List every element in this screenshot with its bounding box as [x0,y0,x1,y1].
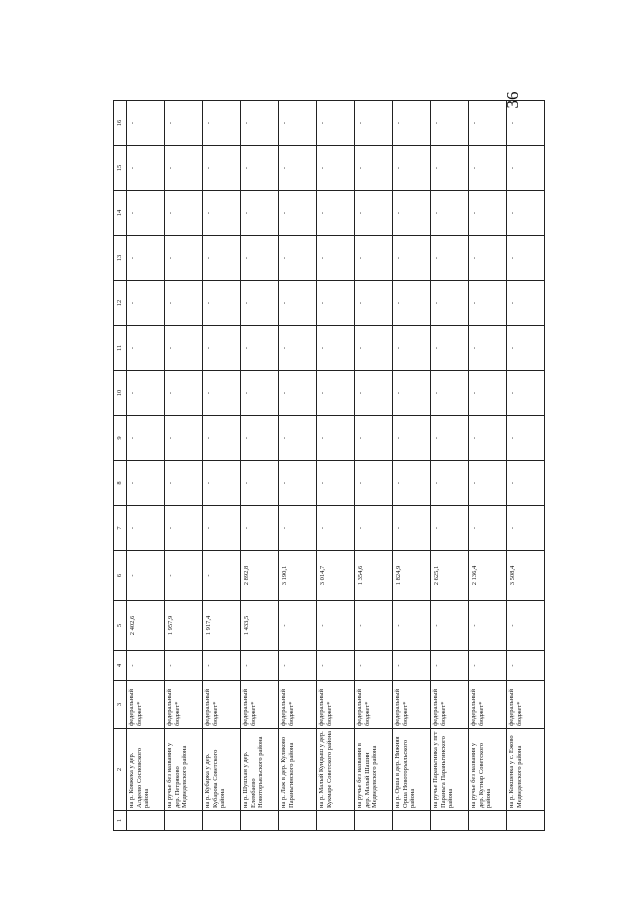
empty-cell [165,811,203,831]
value-cell: - [469,371,507,416]
empty-cell [393,811,431,831]
value-cell: 3 014,7 [317,551,355,601]
value-cell: - [203,506,241,551]
value-cell: - [317,191,355,236]
value-cell: - [241,101,279,146]
value-cell: - [203,551,241,601]
value-cell: - [469,326,507,371]
value-cell: - [127,236,165,281]
value-cell: - [127,101,165,146]
value-cell: - [317,651,355,681]
value-cell: - [507,326,545,371]
value-cell: - [165,416,203,461]
value-cell: - [469,601,507,651]
value-cell: - [241,281,279,326]
value-cell: - [165,326,203,371]
value-cell: - [317,461,355,506]
value-cell: 1 433,5 [241,601,279,651]
value-cell: - [431,416,469,461]
value-cell: - [203,191,241,236]
value-cell: - [355,416,393,461]
value-cell: - [355,326,393,371]
value-cell: - [355,371,393,416]
value-cell: - [241,416,279,461]
value-cell: - [127,146,165,191]
location-cell: на ручье без названия у дер. Петряково Медведевского района [165,729,203,811]
header-cell: 11 [114,326,127,371]
value-cell: - [165,281,203,326]
table-row [127,101,165,831]
value-cell: - [431,326,469,371]
value-cell: - [165,191,203,236]
value-cell: - [431,191,469,236]
value-cell: 1 957,9 [165,601,203,651]
location-cell: на р. Лаж в дер. Куликово Параньгинского района [279,729,317,811]
value-cell: - [469,416,507,461]
value-cell: - [127,191,165,236]
value-cell: - [507,506,545,551]
value-cell: - [355,506,393,551]
header-cell: 15 [114,146,127,191]
value-cell: - [203,371,241,416]
location-cell: на р. Кокшенка у с. Ежово Медведевского района [507,729,545,811]
header-cell: 1 [114,811,127,831]
value-cell: - [165,461,203,506]
value-cell: - [507,416,545,461]
funding-source-cell: федеральный бюджет* [241,681,279,729]
value-cell: - [203,101,241,146]
value-cell: - [317,416,355,461]
value-cell: - [431,461,469,506]
value-cell: - [165,551,203,601]
value-cell: - [165,236,203,281]
value-cell: - [203,416,241,461]
value-cell: - [469,281,507,326]
value-cell: - [279,601,317,651]
value-cell: - [507,281,545,326]
empty-cell [317,811,355,831]
value-cell: - [355,601,393,651]
value-cell: - [507,601,545,651]
value-cell: - [507,651,545,681]
value-cell: - [241,146,279,191]
header-cell: 3 [114,681,127,729]
location-cell: на р. Орша в дер. Нижняя Орша Новоторъяльского района [393,729,431,811]
empty-cell [431,811,469,831]
funding-source-cell: федеральный бюджет* [355,681,393,729]
value-cell: - [507,191,545,236]
value-cell: - [203,236,241,281]
table-row [507,101,545,831]
location-cell: на р. Кубарка у дер. Кубарова Советского района [203,729,241,811]
empty-cell [203,811,241,831]
value-cell: - [241,506,279,551]
header-cell: 8 [114,461,127,506]
funding-source-cell: федеральный бюджет* [279,681,317,729]
funding-source-cell: федеральный бюджет* [317,681,355,729]
data-table [113,100,545,831]
location-cell: на р. Шушхан у дер. Елембаево Новоторъяльского района [241,729,279,811]
value-cell: - [507,461,545,506]
value-cell: - [469,651,507,681]
value-cell: - [317,236,355,281]
value-cell: 2 892,8 [241,551,279,601]
header-cell: 4 [114,651,127,681]
value-cell: - [127,371,165,416]
header-cell: 10 [114,371,127,416]
value-cell: - [127,281,165,326]
header-cell: 9 [114,416,127,461]
value-cell: - [203,281,241,326]
empty-cell [507,811,545,831]
empty-cell [355,811,393,831]
header-cell: 16 [114,101,127,146]
value-cell: - [279,191,317,236]
value-cell: - [317,326,355,371]
value-cell: - [355,236,393,281]
table-row [165,101,203,831]
header-cell: 13 [114,236,127,281]
funding-source-cell: федеральный бюджет* [165,681,203,729]
funding-source-cell: федеральный бюджет* [507,681,545,729]
value-cell: - [431,506,469,551]
value-cell: - [431,101,469,146]
value-cell: - [393,236,431,281]
table-row [203,101,241,831]
value-cell: - [507,146,545,191]
value-cell: 1 824,9 [393,551,431,601]
value-cell: - [279,101,317,146]
header-cell: 12 [114,281,127,326]
value-cell: - [355,461,393,506]
value-cell: 3 190,1 [279,551,317,601]
empty-cell [469,811,507,831]
table-row [241,101,279,831]
value-cell: - [203,651,241,681]
value-cell: - [165,371,203,416]
value-cell: - [279,651,317,681]
value-cell: - [393,371,431,416]
value-cell: - [431,601,469,651]
header-cell: 14 [114,191,127,236]
value-cell: - [241,326,279,371]
location-cell: на ручье без названия у дер. Кутнар Советского района [469,729,507,811]
table-row [431,101,469,831]
value-cell: - [279,461,317,506]
value-cell: - [279,236,317,281]
value-cell: - [127,506,165,551]
value-cell: - [355,101,393,146]
value-cell: - [469,506,507,551]
header-cell: 6 [114,551,127,601]
value-cell: - [469,236,507,281]
funding-source-cell: федеральный бюджет* [203,681,241,729]
table-row [317,101,355,831]
value-cell: - [241,371,279,416]
value-cell: 3 508,4 [507,551,545,601]
value-cell: - [507,236,545,281]
empty-cell [127,811,165,831]
value-cell: - [279,326,317,371]
value-cell: - [127,551,165,601]
value-cell: - [317,281,355,326]
rotated-table-wrapper [113,101,583,831]
value-cell: - [393,601,431,651]
value-cell: - [317,101,355,146]
value-cell: - [469,146,507,191]
value-cell: - [431,281,469,326]
value-cell: - [241,236,279,281]
value-cell: - [317,506,355,551]
value-cell: - [279,281,317,326]
value-cell: - [127,416,165,461]
value-cell: - [431,236,469,281]
location-cell: на ручье без названия в дер. Малый Шашин Медведевского района [355,729,393,811]
value-cell: - [355,281,393,326]
empty-cell [241,811,279,831]
value-cell: - [355,191,393,236]
value-cell: - [279,416,317,461]
value-cell: - [393,416,431,461]
value-cell: - [241,651,279,681]
value-cell: - [165,506,203,551]
table-row [393,101,431,831]
value-cell: 2 402,6 [127,601,165,651]
value-cell: - [355,146,393,191]
value-cell: - [317,146,355,191]
location-cell: на р. Малый Кундыш у дер. Кукмаре Советского района [317,729,355,811]
funding-source-cell: федеральный бюджет* [393,681,431,729]
value-cell: - [431,651,469,681]
value-cell: - [393,651,431,681]
header-cell: 5 [114,601,127,651]
value-cell: - [317,371,355,416]
value-cell: - [241,191,279,236]
page-number: 36 [503,91,522,109]
location-cell: на ручье Параньгинка у пгт Параньга Параньгинского района [431,729,469,811]
value-cell: - [317,601,355,651]
value-cell: - [393,146,431,191]
value-cell: - [393,101,431,146]
value-cell: - [393,326,431,371]
value-cell: - [279,146,317,191]
value-cell: - [507,101,545,146]
value-cell: - [127,651,165,681]
value-cell: 2 625,1 [431,551,469,601]
table-row [279,101,317,831]
value-cell: - [469,191,507,236]
header-cell: 2 [114,729,127,811]
value-cell: - [279,506,317,551]
header-cell: 7 [114,506,127,551]
value-cell: - [431,146,469,191]
value-cell: - [165,651,203,681]
value-cell: - [507,371,545,416]
value-cell: - [279,371,317,416]
table-row [355,101,393,831]
funding-source-cell: федеральный бюджет* [127,681,165,729]
value-cell: - [203,326,241,371]
value-cell: 2 136,4 [469,551,507,601]
table-row [469,101,507,831]
value-cell: - [393,281,431,326]
value-cell: - [241,461,279,506]
funding-source-cell: федеральный бюджет* [431,681,469,729]
value-cell: - [165,146,203,191]
value-cell: - [355,651,393,681]
value-cell: - [127,461,165,506]
value-cell: 1 354,6 [355,551,393,601]
value-cell: 1 917,4 [203,601,241,651]
value-cell: - [431,371,469,416]
value-cell: - [393,506,431,551]
header-row [114,101,127,831]
value-cell: - [393,461,431,506]
funding-source-cell: федеральный бюджет* [469,681,507,729]
value-cell: - [203,461,241,506]
value-cell: - [165,101,203,146]
empty-cell [279,811,317,831]
value-cell: - [469,461,507,506]
value-cell: - [203,146,241,191]
value-cell: - [393,191,431,236]
value-cell: - [127,326,165,371]
location-cell: на р. Ковжека у дер. Алдеево Сосновского района [127,729,165,811]
value-cell: - [469,101,507,146]
